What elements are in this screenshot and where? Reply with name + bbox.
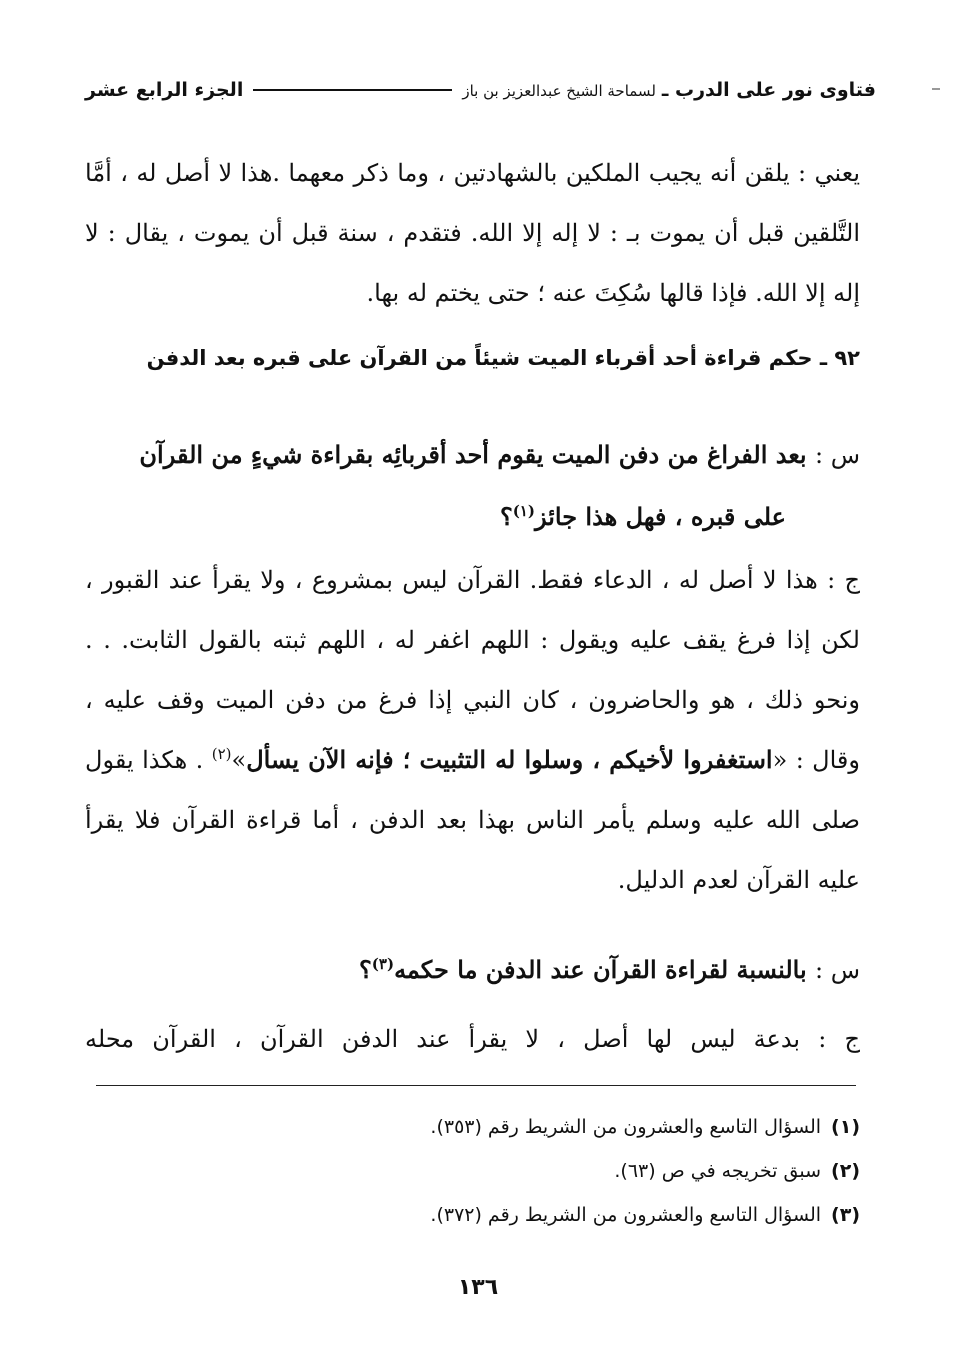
- question-1-line-1: [85, 424, 860, 486]
- question-mark: ؟: [359, 955, 372, 984]
- quote-close: »: [231, 746, 247, 774]
- question-1-text-1: بعد الفراغ من دفن الميت يقوم أحد أقربائِه بقراءة شيءٍ من القرآن: [139, 440, 807, 469]
- answer-1-paragraph: [85, 550, 860, 910]
- question-1: [85, 424, 860, 548]
- question-mark: ؟: [499, 502, 513, 531]
- header-title-group: [462, 79, 876, 101]
- question-1-line-2: [85, 486, 860, 548]
- footnote-item: [85, 1105, 860, 1149]
- footnotes: [85, 1105, 860, 1237]
- answer-1: [85, 550, 860, 910]
- header-author: لسماحة الشيخ عبدالعزيز بن باز: [462, 82, 656, 100]
- footnote-ref-1[interactable]: (١): [512, 502, 535, 520]
- question-2: [85, 940, 860, 1000]
- footnote-text: السؤال التاسع والعشرون من الشريط رقم (٣٥٣).: [430, 1116, 822, 1138]
- question-label: س :: [814, 956, 860, 984]
- question-1-text-2: على قبره ، فهل هذا جائز: [534, 502, 786, 531]
- margin-mark: [932, 88, 940, 90]
- footnote-number: (٣): [831, 1204, 860, 1226]
- footnote-number: (٢): [831, 1160, 860, 1182]
- hadith-quote: استغفروا لأخيكم ، وسلوا له التثبيت ؛ فإنه الآن يسأل: [246, 745, 773, 774]
- footnote-ref-2[interactable]: (٢): [211, 745, 232, 763]
- answer-2-line: [85, 1009, 860, 1069]
- running-header: [85, 70, 876, 110]
- answer-1-text-after: . هكذا يقول صلى الله عليه وسلم يأمر الناس بهذا بعد الدفن ، أما قراءة القرآن فلا يقرأ عليه القرآن لعدم الدليل.: [85, 746, 860, 894]
- header-book-title: فتاوى نور على الدرب ـ: [661, 79, 876, 101]
- answer-label: ج :: [818, 1025, 861, 1053]
- footnote-item: [85, 1193, 860, 1237]
- question-2-line: [85, 940, 860, 1000]
- answer-1-text-before: هذا لا أصل له ، الدعاء فقط. القرآن ليس بمشروع ، ولا يقرأ عند القبور ، لكن إذا فرغ يقف عليه ويقول : اللهم اغفر له ، اللهم ثبته بالقول الثابت. . . ونحو ذلك ، هو والحاضرون ، كان النبي إذا فرغ من دفن الميت وقف عليه ، وقال : «: [85, 566, 860, 774]
- answer-label: ج :: [827, 566, 860, 594]
- answer-2: [85, 1009, 860, 1069]
- question-label: س :: [814, 441, 860, 469]
- answer-2-text: بدعة ليس لها أصل ، لا يقرأ عند الدفن القرآن ، القرآن محله: [85, 1025, 801, 1053]
- header-rule: [253, 89, 452, 91]
- question-2-text: بالنسبة لقراءة القرآن عند الدفن ما حكمه: [394, 955, 807, 984]
- footnote-item: [85, 1149, 860, 1193]
- intro-paragraph: يعني : يلقن أنه يجيب الملكين بالشهادتين ، وما ذكر معهما .هذا لا أصل له ، أمَّا التَّلقين قبل أن يموت بـ : لا إله إلا الله. فتقدم ، سنة قبل أن يموت ، يقال : لا إله إلا الله. فإذا قالها سُكِتَ عنه ؛ حتى يختم له بها.: [85, 159, 860, 307]
- footnote-separator: [96, 1085, 856, 1086]
- section-title: ٩٢ ـ حكم قراءة أحد أقرباء الميت شيئاً من القرآن على قبره بعد الدفن: [146, 346, 860, 370]
- footnote-ref-3[interactable]: (٣): [371, 955, 395, 973]
- footnote-text: السؤال التاسع والعشرون من الشريط رقم (٣٧٢).: [430, 1204, 822, 1226]
- footnote-text: سبق تخريجه في ص (٦٣).: [614, 1160, 822, 1182]
- header-part: الجزء الرابع عشر: [85, 79, 244, 101]
- page-number: ١٣٦: [457, 1275, 499, 1300]
- footnote-number: (١): [831, 1116, 860, 1138]
- intro-paragraph-block: [85, 143, 860, 323]
